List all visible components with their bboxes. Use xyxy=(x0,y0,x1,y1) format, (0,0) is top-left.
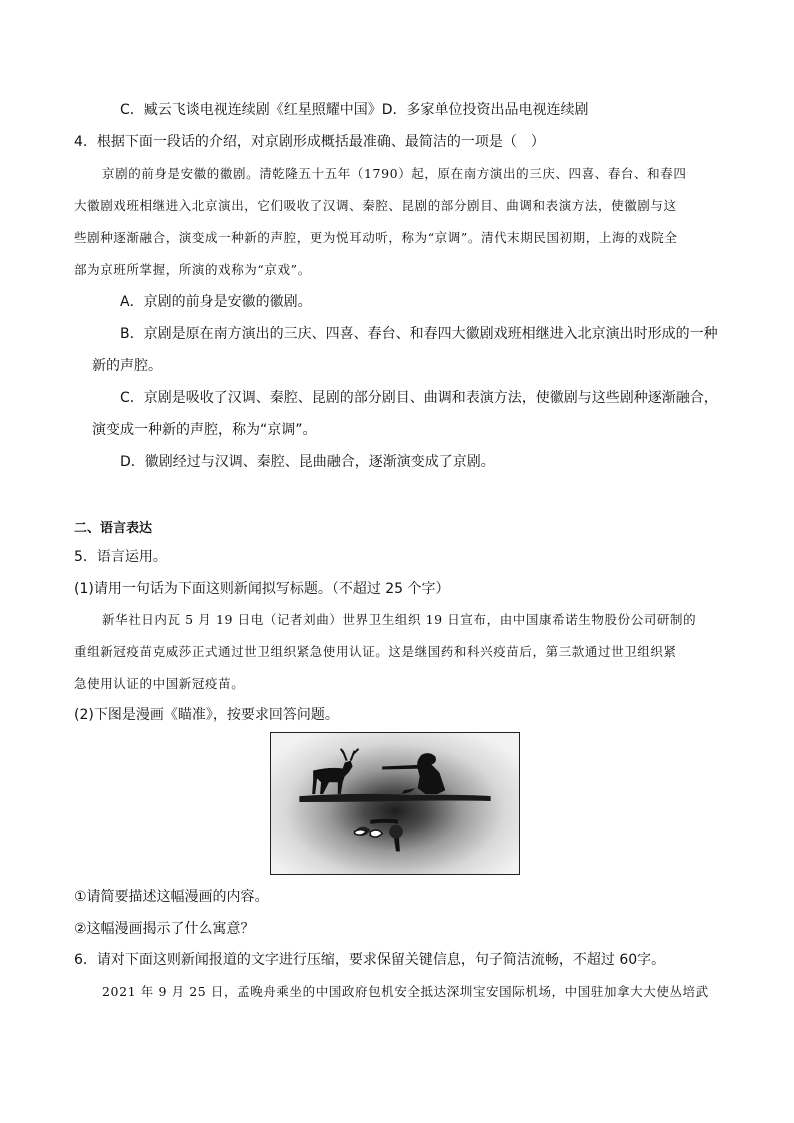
deer-figure xyxy=(312,749,358,794)
q5-part1: (1)请用一句话为下面这则新闻拟写标题。（不超过 25 个字） xyxy=(74,581,450,597)
q4-option-d: D．徽剧经过与汉调、秦腔、昆曲融合，逐渐演变成了京剧。 xyxy=(120,454,495,470)
branch-shape xyxy=(299,794,490,802)
q5-part2: (2)下图是漫画《瞄准》，按要求回答问题。 xyxy=(74,707,339,723)
q5-sub2: ②这幅漫画揭示了什么寓意？ xyxy=(74,921,255,937)
cartoon-image xyxy=(270,732,520,875)
q4-stem: 4．根据下面一段话的介绍，对京剧形成概括最准确、最简洁的一项是（ ） xyxy=(74,134,545,150)
q4-option-b: B．京剧是原在南方演出的三庆、四喜、春台、和春四大徽剧戏班相继进入北京演出时形成的一种 xyxy=(120,326,718,342)
reflection-figure xyxy=(355,819,403,852)
hunter-figure xyxy=(382,753,445,794)
cartoon-aiming-drawing xyxy=(271,733,519,874)
q4-option-b-cont: 新的声腔。 xyxy=(92,358,162,374)
q5-news-line: 新华社日内瓦 5 月 19 日电（记者刘曲）世界卫生组织 19 日宣布，由中国康希诺生物股份公司研制的 xyxy=(102,612,697,627)
q4-option-c: C．京剧是吸收了汉调、秦腔、昆剧的部分剧目、曲调和表演方法，使徽剧与这些剧种逐渐融合， xyxy=(120,390,718,406)
q5-news-line: 急使用认证的中国新冠疫苗。 xyxy=(74,676,245,691)
q6-stem: 6．请对下面这则新闻报道的文字进行压缩，要求保留关键信息，句子简洁流畅，不超过 60字。 xyxy=(74,952,666,968)
q6-passage-line: 2021 年 9 月 25 日，孟晚舟乘坐的中国政府包机安全抵达深圳宝安国际机场，中国驻加拿大大使丛培武 xyxy=(102,984,709,999)
q5-stem: 5．语言运用。 xyxy=(74,549,167,565)
q4-option-a: A．京剧的前身是安徽的徽剧。 xyxy=(120,294,312,310)
q4-passage-line: 大徽剧戏班相继进入北京演出，它们吸收了汉调、秦腔、昆剧的部分剧目、曲调和表演方法，使徽剧与这 xyxy=(74,198,677,213)
q4-option-c-cont: 演变成一种新的声腔，称为“京调”。 xyxy=(92,422,317,438)
section-title: 二、语言表达 xyxy=(74,521,153,536)
q4-passage-line: 部为京班所掌握，所演的戏称为“京戏”。 xyxy=(74,262,311,277)
q5-sub1: ①请简要描述这幅漫画的内容。 xyxy=(74,889,269,905)
q4-passage-line: 京剧的前身是安徽的徽剧。清乾隆五十五年（1790）起，原在南方演出的三庆、四喜、春台、和春四 xyxy=(102,166,687,181)
q3-option-c: C．臧云飞谈电视连续剧《红星照耀中国》 xyxy=(120,102,382,118)
q3-options-cd xyxy=(120,100,589,120)
q5-news-line: 重组新冠疫苗克威莎正式通过世卫组织紧急使用认证。这是继国药和科兴疫苗后，第三款通过世卫组织紧 xyxy=(74,644,677,659)
q3-option-d: D．多家单位投资出品电视连续剧 xyxy=(381,102,589,118)
q4-passage-line: 些剧种逐渐融合，演变成一种新的声腔，更为悦耳动听，称为“京调”。清代末期民国初期，上海的戏院全 xyxy=(74,230,678,245)
